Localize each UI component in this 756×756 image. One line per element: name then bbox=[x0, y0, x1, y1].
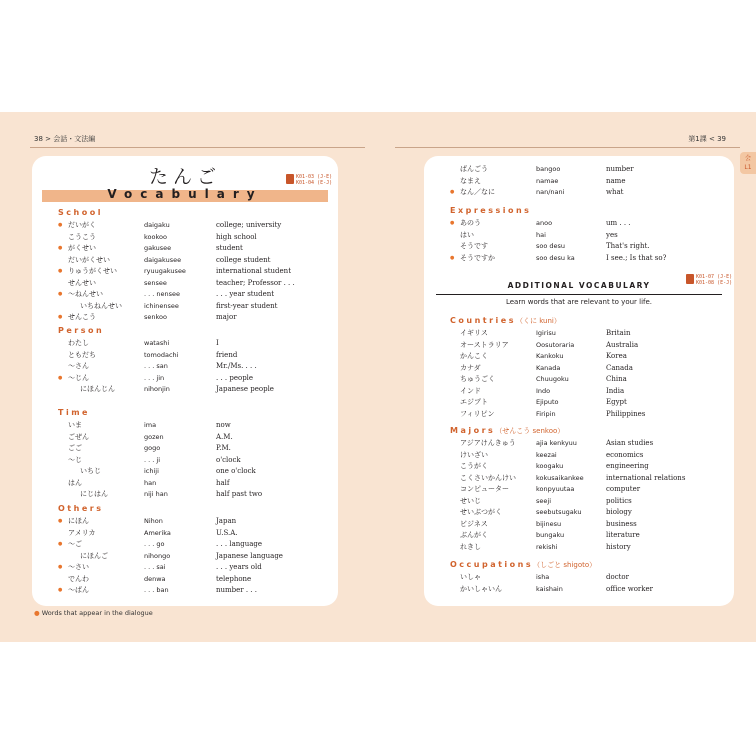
vocab-romaji: kokusaikankee bbox=[536, 473, 584, 482]
vocab-english: politics bbox=[606, 496, 632, 505]
vocab-english: international relations bbox=[606, 473, 686, 482]
vocab-english: telephone bbox=[216, 574, 252, 583]
vocab-english: China bbox=[606, 375, 627, 383]
vocab-english: computer bbox=[606, 485, 641, 493]
vocab-row bbox=[424, 374, 734, 386]
vocabulary-card-right bbox=[424, 156, 734, 606]
vocab-japanese: なん／なに bbox=[460, 188, 495, 196]
vocab-row bbox=[424, 241, 734, 253]
vocab-romaji: daigakusee bbox=[144, 255, 182, 264]
vocab-romaji: Kankoku bbox=[536, 352, 564, 360]
vocab-row bbox=[424, 519, 734, 531]
vocab-japanese: なまえ bbox=[460, 176, 481, 185]
vocab-english: economics bbox=[606, 450, 644, 459]
vocab-row bbox=[424, 363, 734, 375]
dialogue-bullet-icon: ● bbox=[58, 314, 63, 320]
vocab-english: first-year student bbox=[216, 301, 278, 310]
vocab-japanese: いちじ bbox=[80, 467, 101, 475]
bullet-icon: ● bbox=[34, 609, 40, 617]
additional-vocabulary-title: ADDITIONAL VOCABULARY bbox=[507, 281, 651, 290]
vocab-row bbox=[32, 551, 338, 563]
vocab-romaji: . . . go bbox=[144, 540, 165, 548]
vocab-romaji: han bbox=[144, 478, 157, 487]
vocab-romaji: konpyuutaa bbox=[536, 485, 575, 493]
vocab-row bbox=[32, 539, 338, 551]
section-title: Expressions bbox=[450, 206, 532, 215]
vocab-japanese: インド bbox=[460, 386, 481, 395]
vocabulary-card-left bbox=[32, 156, 338, 606]
vocab-english: Canada bbox=[606, 363, 633, 372]
audio-track-je: K01-07 (J-E) bbox=[696, 274, 733, 280]
running-header-left: 38 > 会話・文法編 bbox=[34, 135, 96, 143]
section-title: Others bbox=[58, 504, 104, 513]
section-title: Person bbox=[58, 326, 105, 335]
vocab-romaji: kookoo bbox=[144, 232, 167, 241]
vocab-japanese: だいがく bbox=[68, 221, 96, 229]
vocab-english: yes bbox=[606, 230, 618, 239]
vocab-english: doctor bbox=[606, 573, 629, 581]
vocab-english: friend bbox=[216, 350, 238, 359]
vocab-row bbox=[32, 420, 338, 432]
vocab-japanese: れきし bbox=[460, 542, 481, 551]
vocab-japanese: せいじ bbox=[460, 496, 481, 505]
vocab-romaji: . . . jin bbox=[144, 373, 165, 382]
vocab-row bbox=[32, 478, 338, 490]
vocab-row bbox=[32, 278, 338, 290]
vocab-japanese: けいざい bbox=[460, 450, 488, 459]
vocab-english: number . . . bbox=[216, 586, 257, 594]
vocab-english: P.M. bbox=[216, 444, 231, 452]
vocab-japanese: エジプト bbox=[460, 398, 488, 406]
vocab-japanese: そうですか bbox=[460, 253, 495, 262]
section-heading bbox=[58, 208, 103, 217]
lesson-tab bbox=[740, 152, 756, 174]
vocab-romaji: . . . san bbox=[144, 362, 168, 370]
vocab-english: name bbox=[606, 176, 626, 185]
vocab-romaji: rekishi bbox=[536, 542, 558, 551]
audio-track-ej: K01-04 (E-J) bbox=[296, 180, 333, 186]
vocab-row bbox=[424, 530, 734, 542]
vocab-romaji: ryuugakusee bbox=[144, 267, 186, 275]
vocab-japanese: せいぶつがく bbox=[460, 508, 502, 516]
vocab-row bbox=[424, 584, 734, 596]
vocab-japanese: ～ご bbox=[68, 540, 82, 548]
vocab-english: India bbox=[606, 386, 625, 395]
vocab-romaji: nihongo bbox=[144, 551, 171, 560]
vocab-row bbox=[32, 516, 338, 528]
vocab-japanese: ぶんがく bbox=[460, 531, 488, 539]
vocab-english: office worker bbox=[606, 584, 653, 593]
section-heading bbox=[450, 560, 596, 570]
vocab-japanese: フィリピン bbox=[460, 409, 495, 418]
section-subtitle: （くに kuni） bbox=[515, 317, 561, 325]
dialogue-bullet-icon: ● bbox=[58, 587, 63, 593]
section-subtitle: （せんこう senkoo） bbox=[495, 427, 565, 435]
vocab-english: Korea bbox=[606, 352, 627, 360]
vocab-romaji: ima bbox=[144, 421, 157, 429]
dialogue-bullet-icon: ● bbox=[58, 518, 63, 524]
book-spread bbox=[0, 112, 756, 642]
vocab-row bbox=[32, 361, 338, 373]
vocab-row bbox=[32, 312, 338, 324]
vocab-english: half past two bbox=[216, 490, 263, 498]
vocab-english: major bbox=[216, 313, 237, 321]
section-title: Time bbox=[58, 408, 90, 417]
dialogue-bullet-icon: ● bbox=[58, 245, 63, 251]
vocab-romaji: Amerika bbox=[144, 528, 171, 537]
vocab-romaji: Indo bbox=[536, 386, 551, 395]
vocab-row bbox=[32, 220, 338, 232]
vocab-english: college student bbox=[216, 255, 271, 264]
vocab-row bbox=[424, 230, 734, 242]
vocab-english: Mr./Ms. . . . bbox=[216, 362, 257, 370]
vocab-english: o'clock bbox=[216, 455, 241, 464]
vocab-japanese: ～じん bbox=[68, 373, 89, 382]
vocab-romaji: Chuugoku bbox=[536, 375, 569, 383]
vocab-row bbox=[424, 164, 734, 176]
vocab-japanese: りゅうがくせい bbox=[68, 267, 117, 275]
vocab-romaji: nihonjin bbox=[144, 385, 170, 393]
vocab-english: engineering bbox=[606, 462, 649, 470]
vocab-japanese: いちねんせい bbox=[80, 301, 122, 310]
vocab-romaji: Nihon bbox=[144, 517, 163, 525]
vocab-japanese: せんこう bbox=[68, 313, 96, 321]
vocab-japanese: ビジネス bbox=[460, 519, 488, 528]
vocab-english: international student bbox=[216, 267, 292, 275]
dialogue-bullet-icon: ● bbox=[450, 189, 455, 195]
dialogue-bullet-icon: ● bbox=[450, 254, 455, 261]
vocab-japanese: いま bbox=[68, 421, 82, 429]
vocab-english: U.S.A. bbox=[216, 528, 238, 537]
vocab-japanese: わたし bbox=[68, 339, 89, 347]
vocab-japanese: ～ねんせい bbox=[68, 290, 103, 298]
dialogue-bullet-icon: ● bbox=[58, 374, 63, 381]
vocab-romaji: . . . ban bbox=[144, 586, 169, 594]
vocab-row bbox=[424, 450, 734, 462]
vocab-row bbox=[32, 301, 338, 313]
vocab-japanese: にほん bbox=[68, 517, 89, 525]
vocab-english: high school bbox=[216, 232, 257, 241]
vocab-english: I bbox=[216, 339, 219, 347]
section-heading bbox=[450, 206, 531, 215]
vocab-romaji: denwa bbox=[144, 574, 166, 583]
vocab-row bbox=[32, 574, 338, 586]
vocab-romaji: Kanada bbox=[536, 363, 561, 372]
vocab-romaji: . . . sai bbox=[144, 563, 166, 571]
section-heading bbox=[58, 504, 103, 513]
section-heading bbox=[58, 326, 104, 335]
vocab-japanese: ごぜん bbox=[68, 432, 89, 441]
vocab-row bbox=[424, 473, 734, 485]
dialogue-bullet-icon: ● bbox=[58, 564, 63, 570]
vocab-english: Japanese people bbox=[216, 385, 274, 393]
vocab-row bbox=[424, 438, 734, 450]
vocab-romaji: Oosutoraria bbox=[536, 340, 575, 349]
vocab-japanese: ～さい bbox=[68, 563, 89, 571]
vocab-row bbox=[32, 443, 338, 455]
vocab-japanese: せんせい bbox=[68, 278, 96, 287]
vocab-english: Japan bbox=[216, 517, 237, 525]
vocab-row bbox=[32, 585, 338, 597]
vocab-row bbox=[32, 562, 338, 574]
vocab-romaji: bungaku bbox=[536, 531, 565, 539]
lesson-tab-label: 会 bbox=[744, 155, 751, 162]
vocab-romaji: soo desu ka bbox=[536, 253, 575, 262]
vocab-romaji: gakusee bbox=[144, 244, 172, 252]
additional-vocabulary-header bbox=[436, 280, 722, 295]
vocab-row bbox=[32, 350, 338, 362]
vocab-row bbox=[32, 384, 338, 396]
vocab-row bbox=[424, 507, 734, 519]
vocab-english: Japanese language bbox=[216, 551, 283, 560]
vocab-japanese: ともだち bbox=[68, 350, 96, 359]
footnote bbox=[34, 609, 153, 617]
audio-track-ej: K01-08 (E-J) bbox=[696, 280, 733, 286]
vocab-english: half bbox=[216, 478, 230, 487]
vocab-romaji: hai bbox=[536, 230, 546, 239]
vocab-romaji: keezai bbox=[536, 450, 557, 459]
vocab-english: Britain bbox=[606, 329, 631, 337]
vocab-romaji: . . . nensee bbox=[144, 290, 181, 298]
vocab-romaji: ichiji bbox=[144, 467, 159, 475]
dialogue-bullet-icon: ● bbox=[450, 220, 455, 226]
footnote-text: Words that appear in the dialogue bbox=[41, 609, 153, 617]
running-header-right: 第1課 < 39 bbox=[688, 135, 726, 143]
section-title: Majors bbox=[450, 426, 496, 435]
vocab-japanese: こくさいかんけい bbox=[460, 473, 516, 482]
vocab-japanese: ～じ bbox=[68, 455, 82, 464]
vocab-romaji: Firipin bbox=[536, 409, 556, 418]
vocab-romaji: seebutsugaku bbox=[536, 508, 582, 516]
vocab-japanese: はい bbox=[460, 230, 474, 239]
vocab-japanese: イギリス bbox=[460, 329, 488, 337]
vocab-english: um . . . bbox=[606, 219, 631, 227]
header-rule-right bbox=[395, 147, 740, 148]
vocab-japanese: あのう bbox=[460, 219, 481, 227]
speaker-icon bbox=[286, 174, 294, 184]
vocab-row bbox=[32, 373, 338, 385]
vocab-row bbox=[32, 255, 338, 267]
vocab-row bbox=[32, 338, 338, 350]
vocab-row bbox=[424, 397, 734, 409]
vocab-english: biology bbox=[606, 508, 632, 516]
vocab-japanese: がくせい bbox=[68, 244, 96, 252]
vocab-row bbox=[32, 232, 338, 244]
vocab-romaji: bangoo bbox=[536, 165, 561, 173]
vocab-row bbox=[424, 386, 734, 398]
vocab-romaji: Igirisu bbox=[536, 329, 556, 337]
lesson-tab-number: L1 bbox=[744, 164, 752, 171]
vocab-japanese: ～さん bbox=[68, 362, 89, 370]
vocab-english: A.M. bbox=[216, 432, 233, 441]
vocab-row bbox=[424, 340, 734, 352]
vocab-japanese: ～ばん bbox=[68, 586, 89, 594]
vocab-japanese: でんわ bbox=[68, 574, 89, 583]
vocab-japanese: アジアけんきゅう bbox=[460, 439, 516, 447]
vocab-row bbox=[32, 455, 338, 467]
dialogue-bullet-icon: ● bbox=[58, 291, 63, 297]
vocab-romaji: nan/nani bbox=[536, 188, 565, 196]
vocab-row bbox=[424, 176, 734, 188]
vocab-romaji: sensee bbox=[144, 278, 167, 287]
vocab-japanese: オーストラリア bbox=[460, 340, 509, 349]
vocab-row bbox=[424, 328, 734, 340]
vocab-row bbox=[32, 266, 338, 278]
vocab-romaji: seeji bbox=[536, 496, 551, 505]
vocab-english: Australia bbox=[606, 340, 639, 349]
vocab-japanese: こうがく bbox=[460, 462, 488, 470]
vocab-row bbox=[424, 484, 734, 496]
vocab-english: business bbox=[606, 519, 637, 528]
vocab-english: That's right. bbox=[606, 242, 650, 250]
vocab-row bbox=[424, 218, 734, 230]
vocab-japanese: こうこう bbox=[68, 232, 96, 241]
vocab-english: what bbox=[606, 188, 624, 196]
vocab-romaji: watashi bbox=[144, 339, 170, 347]
vocab-row bbox=[424, 187, 734, 199]
dialogue-bullet-icon: ● bbox=[58, 541, 63, 547]
vocab-english: literature bbox=[606, 531, 640, 539]
vocab-romaji: koogaku bbox=[536, 462, 564, 470]
vocab-romaji: daigaku bbox=[144, 221, 170, 229]
vocab-romaji: bijinesu bbox=[536, 519, 562, 528]
vocab-romaji: gogo bbox=[144, 444, 161, 452]
vocab-row bbox=[424, 253, 734, 265]
vocab-japanese: にほんじん bbox=[80, 385, 115, 393]
vocab-romaji: ichinensee bbox=[144, 301, 179, 310]
additional-vocabulary-subtitle: Learn words that are relevant to your life. bbox=[505, 298, 653, 306]
vocab-japanese: ちゅうごく bbox=[460, 375, 495, 383]
vocab-romaji: Ejiputo bbox=[536, 398, 559, 406]
section-title: Countries bbox=[450, 316, 516, 325]
vocab-romaji: ajia kenkyuu bbox=[536, 439, 577, 447]
vocab-english: . . . people bbox=[216, 373, 254, 382]
vocab-english: now bbox=[216, 421, 231, 429]
vocab-japanese: はん bbox=[68, 478, 82, 487]
vocab-english: . . . year student bbox=[216, 290, 275, 298]
vocab-english: number bbox=[606, 165, 634, 173]
vocab-japanese: カナダ bbox=[460, 363, 481, 372]
vocab-row bbox=[424, 496, 734, 508]
dialogue-bullet-icon: ● bbox=[58, 268, 63, 274]
vocab-japanese: かいしゃいん bbox=[460, 584, 502, 593]
vocab-romaji: isha bbox=[536, 573, 550, 581]
vocab-row bbox=[32, 289, 338, 301]
vocab-english: . . . language bbox=[216, 540, 263, 548]
vocab-japanese: コンピューター bbox=[460, 485, 509, 493]
vocab-japanese: にじはん bbox=[80, 490, 108, 498]
vocab-english: Philippines bbox=[606, 409, 646, 418]
vocab-romaji: . . . ji bbox=[144, 455, 161, 464]
header-rule-left bbox=[30, 147, 365, 148]
title-english: Vocabulary bbox=[107, 187, 263, 201]
vocab-english: college; university bbox=[216, 221, 282, 229]
vocab-english: I see.; Is that so? bbox=[606, 253, 667, 262]
audio-track-right bbox=[686, 274, 732, 286]
vocab-row bbox=[32, 489, 338, 501]
vocab-english: history bbox=[606, 542, 631, 551]
vocab-english: Egypt bbox=[606, 398, 627, 406]
vocab-japanese: アメリカ bbox=[68, 528, 96, 537]
vocab-romaji: tomodachi bbox=[144, 350, 179, 359]
audio-track-je: K01-03 (J-E) bbox=[296, 174, 333, 180]
vocab-romaji: kaishain bbox=[536, 584, 563, 593]
vocab-japanese: ばんごう bbox=[460, 165, 488, 173]
vocab-english: . . . years old bbox=[216, 563, 262, 571]
section-title: School bbox=[58, 208, 103, 217]
section-heading bbox=[58, 408, 90, 417]
vocab-japanese: だいがくせい bbox=[68, 255, 110, 264]
section-title: Occupations bbox=[450, 560, 534, 569]
vocab-english: student bbox=[216, 244, 243, 252]
vocab-japanese: かんこく bbox=[460, 352, 488, 360]
vocab-english: Asian studies bbox=[606, 439, 654, 447]
audio-track-left bbox=[286, 174, 332, 186]
section-heading bbox=[450, 316, 561, 326]
vocab-romaji: namae bbox=[536, 176, 559, 185]
dialogue-bullet-icon: ● bbox=[58, 222, 63, 228]
vocab-english: teacher; Professor . . . bbox=[216, 278, 295, 287]
vocab-row bbox=[424, 351, 734, 363]
vocab-row bbox=[32, 243, 338, 255]
vocab-romaji: niji han bbox=[144, 490, 168, 498]
vocab-japanese: ごご bbox=[68, 444, 82, 452]
vocab-row bbox=[424, 409, 734, 421]
vocab-japanese: そうです bbox=[460, 242, 488, 250]
vocab-romaji: anoo bbox=[536, 219, 553, 227]
vocab-romaji: senkoo bbox=[144, 313, 167, 321]
section-heading bbox=[450, 426, 564, 436]
vocab-japanese: いしゃ bbox=[460, 573, 481, 581]
vocab-romaji: soo desu bbox=[536, 242, 566, 250]
vocab-row bbox=[424, 461, 734, 473]
vocab-row bbox=[424, 542, 734, 554]
speaker-icon bbox=[686, 274, 694, 284]
vocab-english: one o'clock bbox=[216, 467, 256, 475]
section-subtitle: （しごと shigoto） bbox=[533, 561, 597, 569]
title-japanese: たんご bbox=[148, 166, 221, 188]
vocab-row bbox=[32, 528, 338, 540]
vocab-row bbox=[32, 466, 338, 478]
vocab-row bbox=[32, 432, 338, 444]
vocab-row bbox=[424, 572, 734, 584]
vocab-japanese: にほんご bbox=[80, 551, 108, 560]
vocab-romaji: gozen bbox=[144, 432, 164, 441]
